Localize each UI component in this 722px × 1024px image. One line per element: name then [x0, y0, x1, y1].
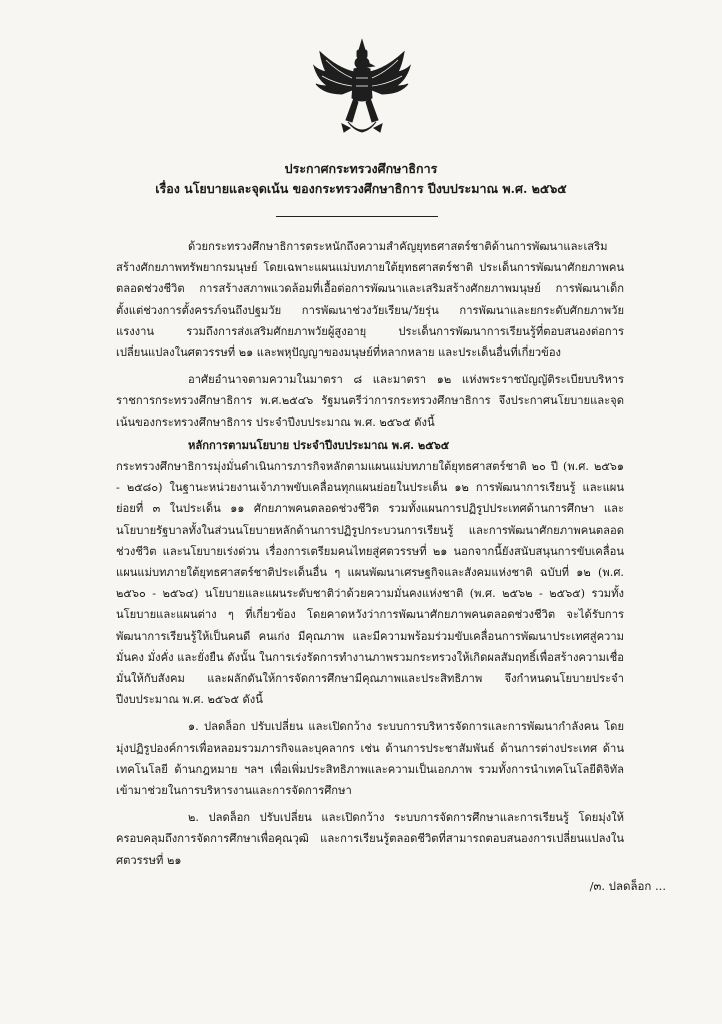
paragraph-authority: อาศัยอำนาจตามความในมาตรา ๘ และมาตรา ๑๒ แห่งพระราชบัญญัติระเบียบบริหารราชการกระทรวงศึกษาธิการ พ.ศ.๒๕๔๖ รัฐมนตรีว่าการกระทรวงศึกษาธิการ จึงประกาศนโยบายและจุดเน้นของกระทรวงศึกษาธิการ ประจำปีงบประมาณ พ.ศ. ๒๕๖๕ ดังนี้	[116, 373, 624, 429]
document-title-line1: ประกาศกระทรวงศึกษาธิการ	[284, 161, 438, 176]
paragraph-policy-1: ๑. ปลดล็อก ปรับเปลี่ยน และเปิดกว้าง ระบบการบริหารจัดการและการพัฒนากำลังคน โดยมุ่งปฏิรูปองค์การเพื่อหลอมรวมภารกิจและบุคลากร เช่น ด้านการประชาสัมพันธ์ ด้านการต่างประเทศ ด้านเทคโนโลยี ด้านกฎหมาย ฯลฯ เพื่อเพิ่มประสิทธิภาพและความเป็นเอกภาพ รวมทั้งการนำเทคโนโลยีดิจิทัลเข้ามาช่วยในการบริหารงานและการจัดการศึกษา	[116, 720, 624, 798]
garuda-emblem-icon	[312, 38, 412, 143]
document-title-line2: เรื่อง นโยบายและจุดเน้น ของกระทรวงศึกษาธิการ ปีงบประมาณ พ.ศ. ๒๕๖๕	[155, 181, 567, 196]
title-divider	[276, 216, 438, 217]
document-body	[116, 236, 624, 877]
continuation-note: /๓. ปลดล็อก ...	[589, 879, 666, 893]
section-heading: หลักการตามนโยบาย ประจำปีงบประมาณ พ.ศ. ๒๕๖๕	[188, 437, 450, 452]
paragraph-principles: กระทรวงศึกษาธิการมุ่งมั่นดำเนินการภารกิจหลักตามแผนแม่บทภายใต้ยุทธศาสตร์ชาติ ๒๐ ปี (พ.ศ. ๒๕๖๑ - ๒๕๘๐) ในฐานะหน่วยงานเจ้าภาพขับเคลื่อนทุกแผนย่อยในประเด็น ๑๒ การพัฒนาการเรียนรู้ และแผนย่อยที่ ๓ ในประเด็น ๑๑ ศักยภาพคนตลอดช่วงชีวิต รวมทั้งแผนการปฏิรูปประเทศด้านการศึกษา และนโยบายรัฐบาลทั้งในส่วนนโยบายหลักด้านการปฏิรูปกระบวนการเรียนรู้ และการพัฒนาศักยภาพคนตลอดช่วงชีวิต และนโยบายเร่งด่วน เรื่องการเตรียมคนไทยสู่ศตวรรษที่ ๒๑ นอกจากนี้ยังสนับสนุนการขับเคลื่อนแผนแม่บทภายใต้ยุทธศาสตร์ชาติประเด็นอื่น ๆ แผนพัฒนาเศรษฐกิจและสังคมแห่งชาติ ฉบับที่ ๑๒ (พ.ศ. ๒๕๖๐ - ๒๕๖๔) นโยบายและแผนระดับชาติว่าด้วยความมั่นคงแห่งชาติ (พ.ศ. ๒๕๖๒ - ๒๕๖๕) รวมทั้งนโยบายและแผนต่าง ๆ ที่เกี่ยวข้อง โดยคาดหวังว่าการพัฒนาศักยภาพคนตลอดช่วงชีวิต จะได้รับการพัฒนาการเรียนรู้ให้เป็นคนดี คนเก่ง มีคุณภาพ และมีความพร้อมร่วมขับเคลื่อนการพัฒนาประเทศสู่ความมั่นคง มั่งคั่ง และยั่งยืน ดังนั้น ในการเร่งรัดการทำงานภาพรวมกระทรวงให้เกิดผลสัมฤทธิ์เพื่อสร้างความเชื่อมั่นให้กับสังคม และผลักดันให้การจัดการศึกษามีคุณภาพและประสิทธิภาพ จึงกำหนดนโยบายประจำปีงบประมาณ พ.ศ. ๒๕๖๕ ดังนี้	[116, 460, 624, 707]
paragraph-policy-2: ๒. ปลดล็อก ปรับเปลี่ยน และเปิดกว้าง ระบบการจัดการศึกษาและการเรียนรู้ โดยมุ่งให้ครอบคลุมถึงการจัดการศึกษาเพื่อคุณวุฒิ และการเรียนรู้ตลอดชีวิตที่สามารถตอบสนองการเปลี่ยนแปลงในศตวรรษที่ ๒๑	[116, 811, 624, 867]
paragraph-intro: ด้วยกระทรวงศึกษาธิการตระหนักถึงความสำคัญยุทธศาสตร์ชาติด้านการพัฒนาและเสริมสร้างศักยภาพทรัพยากรมนุษย์ โดยเฉพาะแผนแม่บทภายใต้ยุทธศาสตร์ชาติ ประเด็นการพัฒนาศักยภาพคนตลอดช่วงชีวิต การสร้างสภาพแวดล้อมที่เอื้อต่อการพัฒนาและเสริมสร้างศักยภาพมนุษย์ การพัฒนาเด็กตั้งแต่ช่วงการตั้งครรภ์จนถึงปฐมวัย การพัฒนาช่วงวัยเรียน/วัยรุ่น การพัฒนาและยกระดับศักยภาพวัยแรงงาน รวมถึงการส่งเสริมศักยภาพวัยผู้สูงอายุ ประเด็นการพัฒนาการเรียนรู้ที่ตอบสนองต่อการเปลี่ยนแปลงในศตวรรษที่ ๒๑ และพหุปัญญาของมนุษย์ที่หลากหลาย และประเด็นอื่นที่เกี่ยวข้อง	[116, 240, 624, 360]
